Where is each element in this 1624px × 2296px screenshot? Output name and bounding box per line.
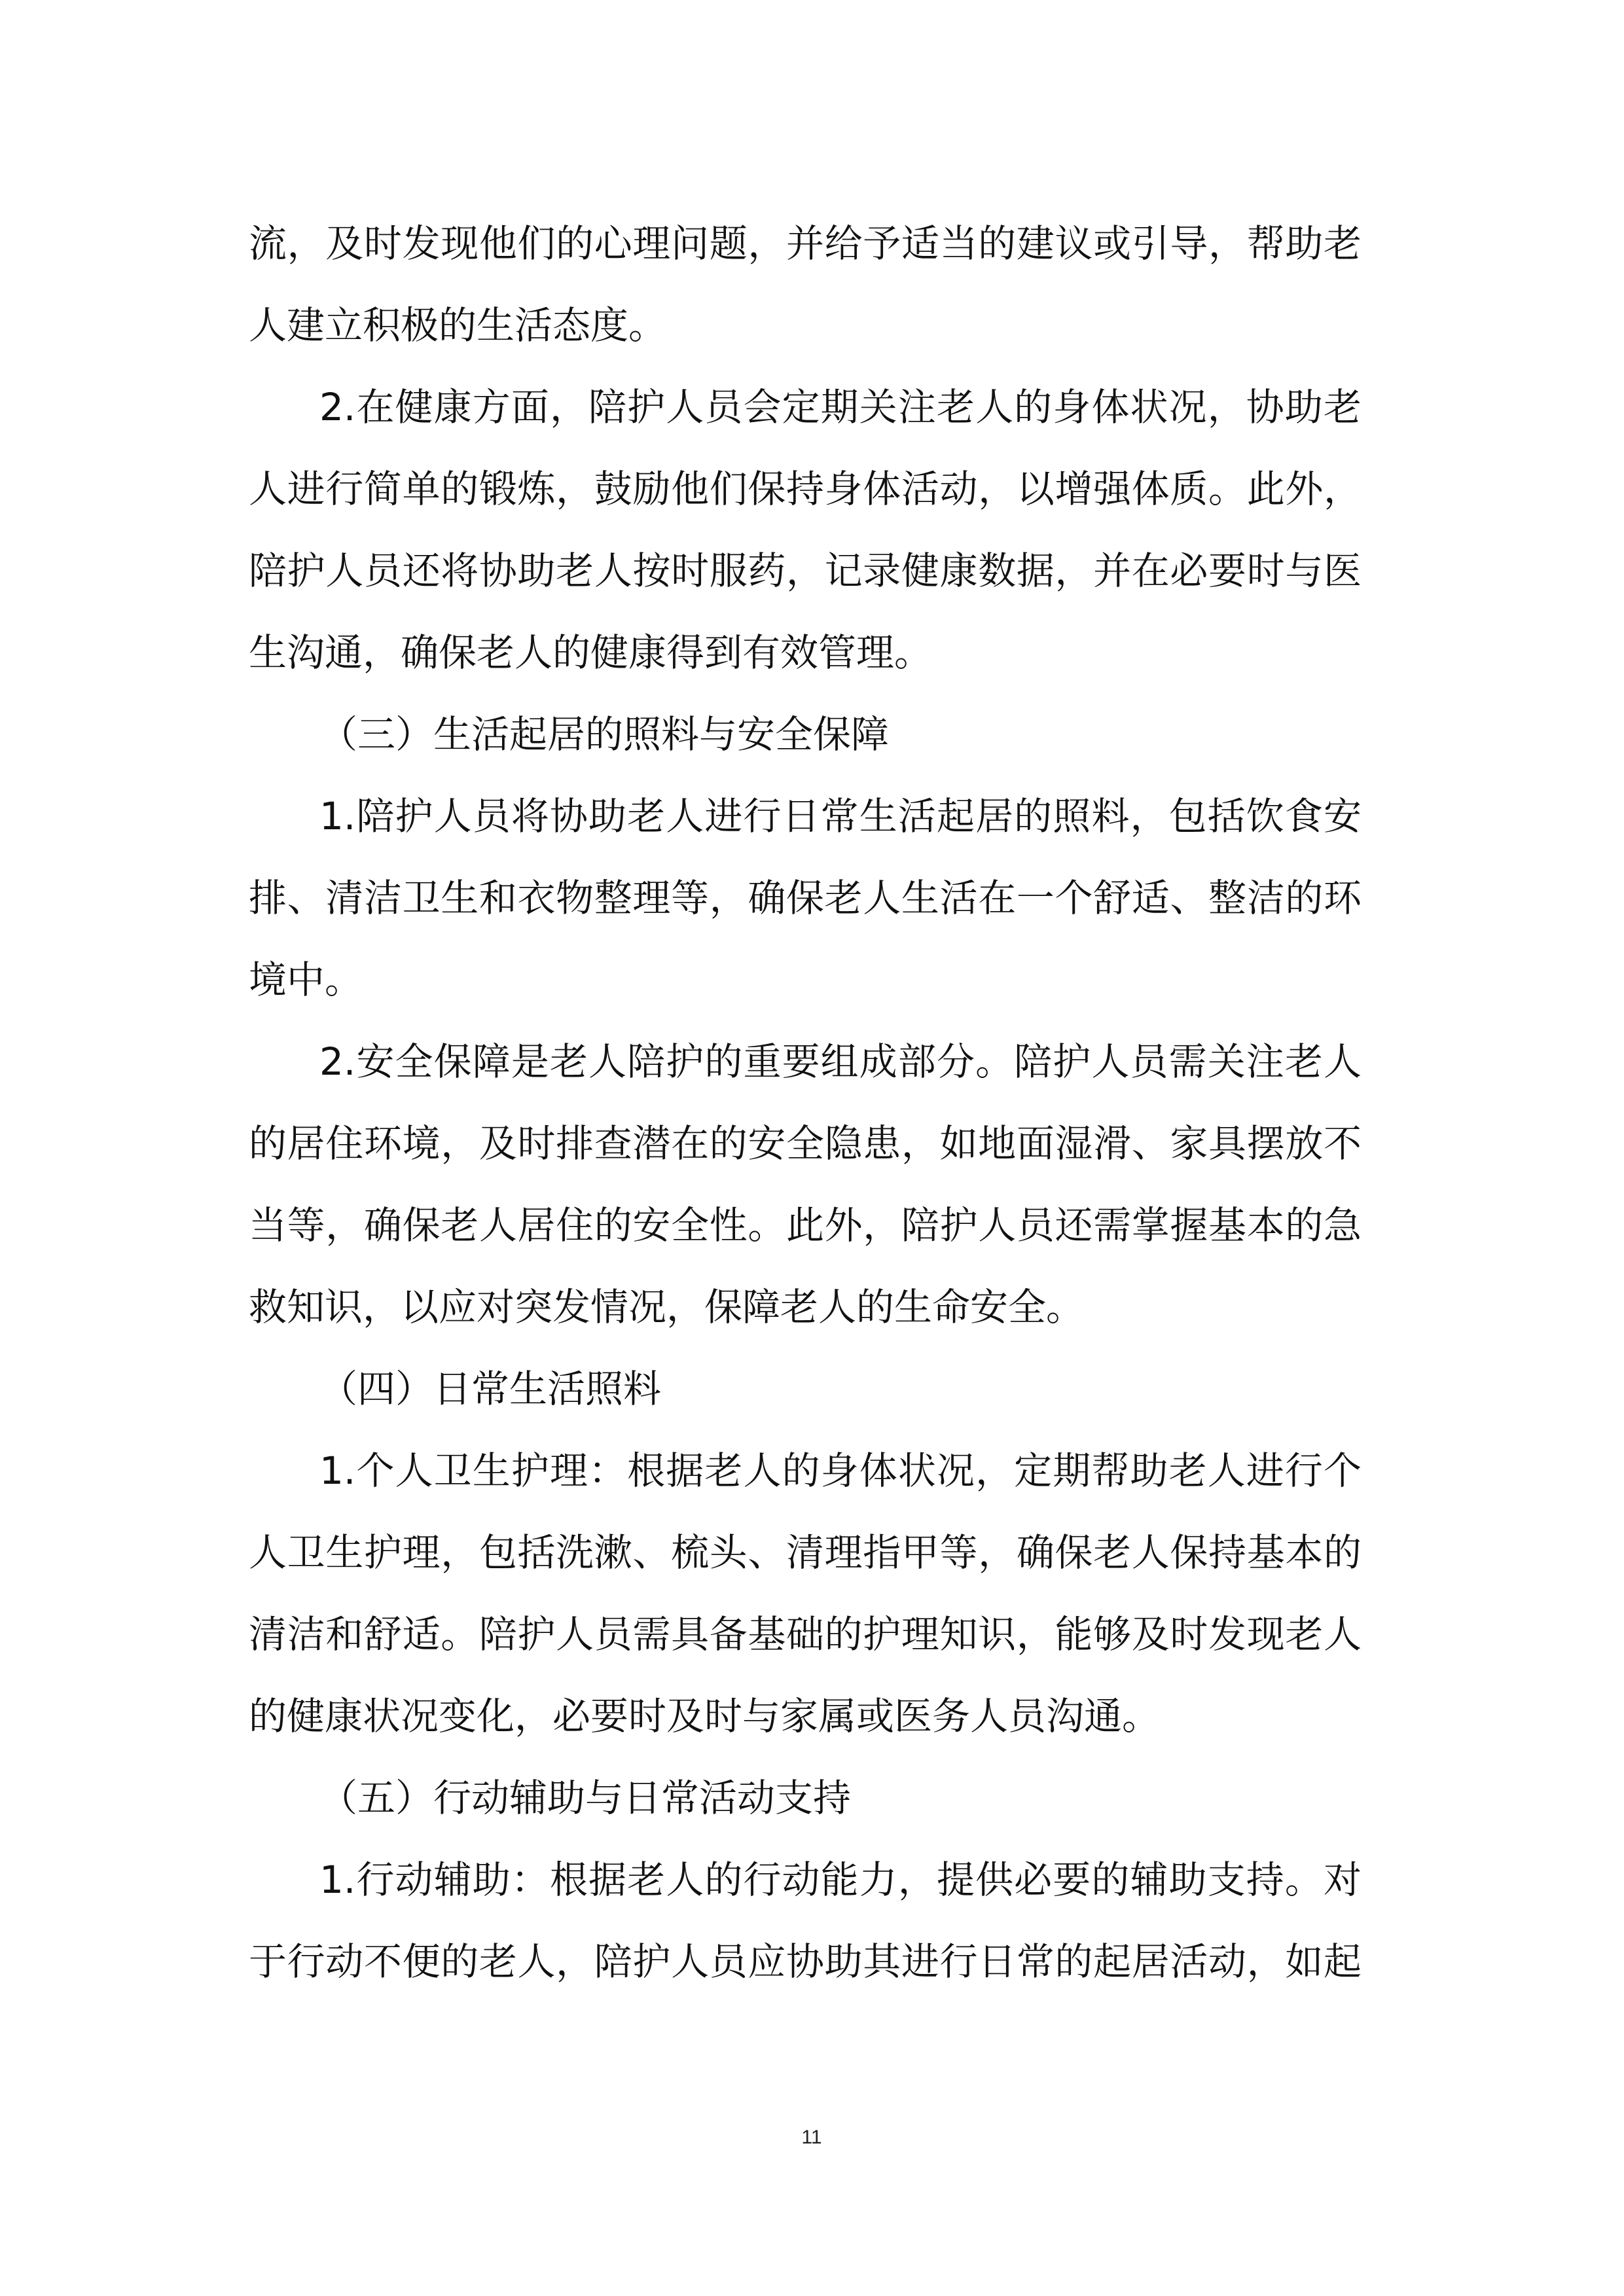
paragraph-line: 生沟通，确保老人的健康得到有效管理。	[249, 630, 933, 675]
paragraph-line: 救知识，以应对突发情况，保障老人的生命安全。	[249, 1285, 1085, 1329]
section-heading: （五）行动辅助与日常活动支持	[319, 1776, 852, 1820]
paragraph-line: 1.个人卫生护理：根据老人的身体状况，定期帮助老人进行个	[319, 1448, 1362, 1493]
paragraph-line: 1.陪护人员将协助老人进行日常生活起居的照料，包括饮食安	[319, 794, 1362, 838]
paragraph-line: 当等，确保老人居住的安全性。此外，陪护人员还需掌握基本的急	[249, 1203, 1362, 1247]
paragraph-line: 境中。	[249, 958, 363, 1002]
page-number: 11	[801, 2126, 822, 2148]
paragraph-line: 人卫生护理，包括洗漱、梳头、清理指甲等，确保老人保持基本的	[249, 1530, 1362, 1575]
paragraph-line: 的健康状况变化，必要时及时与家属或医务人员沟通。	[249, 1694, 1161, 1738]
paragraph-line: 2.在健康方面，陪护人员会定期关注老人的身体状况，协助老	[319, 385, 1362, 429]
section-heading: （三）生活起居的照料与安全保障	[319, 712, 890, 757]
paragraph-line: 1.行动辅助：根据老人的行动能力，提供必要的辅助支持。对	[319, 1857, 1362, 1902]
paragraph-line: 于行动不便的老人，陪护人员应协助其进行日常的起居活动，如起	[249, 1939, 1362, 1984]
paragraph-line: 人进行简单的锻炼，鼓励他们保持身体活动，以增强体质。此外，	[249, 467, 1362, 511]
paragraph-line: 排、清洁卫生和衣物整理等，确保老人生活在一个舒适、整洁的环	[249, 876, 1362, 920]
paragraph-line: 2.安全保障是老人陪护的重要组成部分。陪护人员需关注老人	[319, 1039, 1362, 1084]
paragraph-line: 流，及时发现他们的心理问题，并给予适当的建议或引导，帮助老	[249, 221, 1362, 266]
paragraph-line: 清洁和舒适。陪护人员需具备基础的护理知识，能够及时发现老人	[249, 1612, 1362, 1657]
paragraph-line: 人建立积极的生活态度。	[249, 303, 667, 348]
paragraph-line: 的居住环境，及时排查潜在的安全隐患，如地面湿滑、家具摆放不	[249, 1121, 1362, 1166]
section-heading: （四）日常生活照料	[319, 1367, 662, 1411]
paragraph-line: 陪护人员还将协助老人按时服药，记录健康数据，并在必要时与医	[249, 548, 1362, 593]
